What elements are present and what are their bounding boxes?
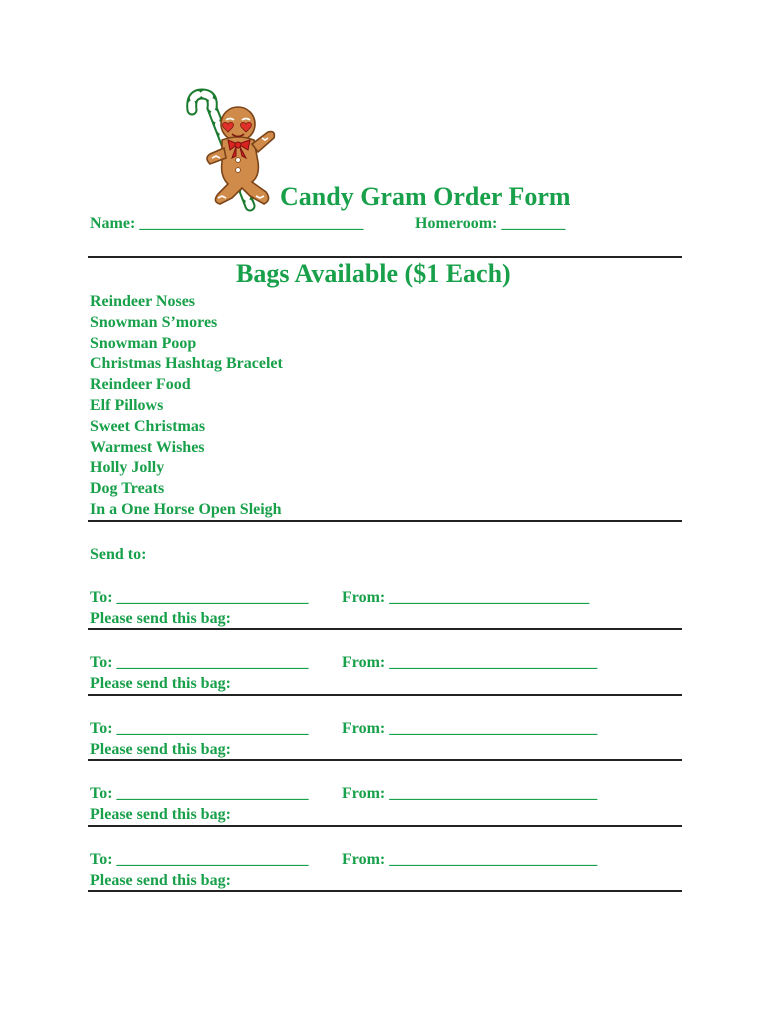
from-field[interactable]: From: __________________________	[342, 654, 598, 671]
please-send-label: Please send this bag:	[90, 741, 231, 758]
please-send-label: Please send this bag:	[90, 675, 231, 692]
bag-list	[90, 292, 283, 521]
to-field[interactable]: To: ________________________	[90, 720, 309, 737]
send-entry	[90, 653, 680, 697]
bag-item: Warmest Wishes	[90, 438, 205, 456]
bag-item: Dog Treats	[90, 480, 165, 498]
send-entry	[90, 784, 680, 828]
from-field[interactable]: From: _________________________	[342, 589, 590, 606]
bag-item: Christmas Hashtag Bracelet	[90, 355, 283, 373]
please-send-label: Please send this bag:	[90, 806, 231, 823]
bag-item: In a One Horse Open Sleigh	[90, 500, 282, 518]
bags-heading: Bags Available ($1 Each)	[236, 259, 511, 288]
please-send-label: Please send this bag:	[90, 610, 231, 627]
bag-item: Elf Pillows	[90, 396, 164, 414]
bag-item: Snowman S’mores	[90, 313, 218, 331]
send-to-label: Send to:	[90, 546, 147, 563]
bag-item: Holly Jolly	[90, 459, 165, 477]
divider	[88, 628, 682, 630]
send-entry	[90, 588, 680, 632]
bag-item: Snowman Poop	[90, 334, 197, 352]
bag-item: Reindeer Food	[90, 376, 191, 394]
gingerbread-candy-cane-icon	[172, 88, 284, 212]
bag-item: Reindeer Noses	[90, 293, 196, 310]
divider	[88, 759, 682, 761]
to-field[interactable]: To: ________________________	[90, 785, 309, 802]
from-field[interactable]: From: __________________________	[342, 720, 598, 737]
to-field[interactable]: To: ________________________	[90, 589, 309, 606]
to-field[interactable]: To: ________________________	[90, 851, 309, 868]
divider	[88, 890, 682, 892]
from-field[interactable]: From: __________________________	[342, 851, 598, 868]
name-field[interactable]: Name: ____________________________	[90, 215, 364, 232]
send-entry	[90, 850, 680, 894]
divider	[88, 694, 682, 696]
bag-item: Sweet Christmas	[90, 417, 206, 435]
divider	[88, 520, 682, 522]
from-field[interactable]: From: __________________________	[342, 785, 598, 802]
to-field[interactable]: To: ________________________	[90, 654, 309, 671]
homeroom-field[interactable]: Homeroom: ________	[415, 215, 566, 232]
form-title: Candy Gram Order Form	[280, 182, 571, 211]
please-send-label: Please send this bag:	[90, 872, 231, 889]
divider	[88, 825, 682, 827]
send-entry	[90, 719, 680, 763]
